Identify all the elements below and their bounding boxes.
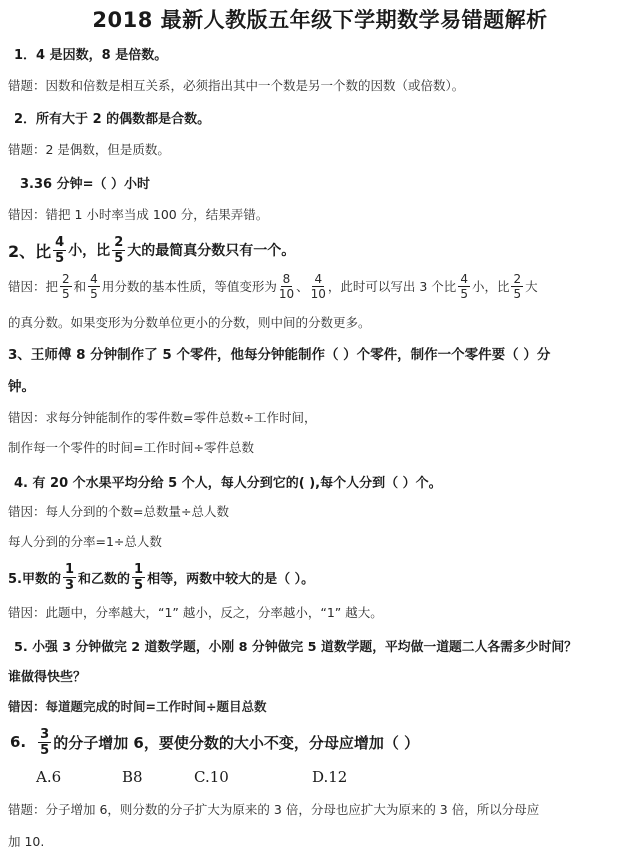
fraction-denominator: 5 [90,286,98,301]
fraction [279,273,294,300]
option-d: D.12 [312,768,348,786]
fraction [88,273,100,300]
question-4 [8,230,295,270]
page-title: 2018 最新人教版五年级下学期数学易错题解析 [92,8,548,32]
analysis-text: ，此时可以写出 3 个比 [327,279,457,294]
question-7-text: 5.甲数的 [8,571,61,587]
analysis-6-line-1: 错因：每人分到的个数=总数量÷总人数 [8,504,229,519]
analysis-2: 错题：2 是偶数，但是质数。 [8,142,170,157]
fraction-numerator: 1 [64,561,75,577]
fraction-denominator: 5 [55,250,65,266]
question-5-line-2: 钟。 [8,379,35,395]
fraction-numerator: 2 [513,271,522,286]
fraction [38,728,51,757]
analysis-text: 小，比 [471,279,510,294]
question-8-line-2: 谁做得快些？ [8,670,87,685]
question-2: 2．所有大于 2 的偶数都是合数。 [14,112,211,127]
question-4-prefix: 2、比 [8,241,52,261]
fraction-denominator: 5 [513,286,522,301]
question-9-number: 6. [10,733,27,751]
fraction [311,273,326,300]
analysis-5-line-1: 错因：求每分钟能制作的零件数=零件总数÷工作时间， [8,410,317,425]
fraction [112,236,125,265]
analysis-5-line-2: 制作每一个零件的时间=工作时间÷零件总数 [8,440,254,455]
analysis-7: 错因：此题中，分率越大，“1” 越小，反之，分率越小，“1” 越大。 [8,605,383,620]
analysis-4-line-2: 的真分数。如果变形为分数单位更小的分数，则中间的分数更多。 [8,315,371,330]
question-4-text: 大的最简真分数只有一个。 [127,243,296,259]
fraction-numerator: 4 [314,271,323,286]
fraction-denominator: 3 [64,577,75,593]
analysis-4-line-1 [8,266,538,306]
fraction [458,273,470,300]
fraction-numerator: 3 [40,726,50,742]
analysis-9-line-1: 错题：分子增加 6，则分数的分子扩大为原来的 3 倍，分母也应扩大为原来的 3 倍，所以分母应 [8,802,540,817]
question-7-text: 和乙数的 [78,571,131,587]
question-8-line-1: 5. 小强 3 分钟做完 2 道数学题，小刚 8 分钟做完 5 道数学题，平均做一道题二人各需多少时间？ [14,640,577,655]
question-7 [8,556,314,598]
fraction-numerator: 4 [55,234,65,250]
fraction-denominator: 5 [114,250,124,266]
fraction-numerator: 2 [62,271,70,286]
analysis-1: 错题：因数和倍数是相互关系，必须指出其中一个数是另一个数的因数（或倍数）。 [8,78,465,93]
question-9-text: 的分子增加 6，要使分数的大小不变，分母应增加（ ） [53,733,420,752]
fraction-numerator: 4 [90,271,98,286]
analysis-9-line-2: 加 10. [8,834,45,849]
question-4-text: 小，比 [68,243,111,259]
fraction-denominator: 5 [134,577,144,593]
analysis-text: 错因：把 [8,279,59,294]
fraction-denominator: 10 [310,286,326,301]
analysis-text: 用分数的基本性质，等值变形为 [101,279,277,294]
question-3: 3.36 分钟=（ ）小时 [20,177,151,192]
analysis-3: 错因：错把 1 小时率当成 100 分，结果弄错。 [8,207,269,222]
question-7-text: 相等，两数中较大的是（ ）。 [147,571,315,587]
fraction [511,273,523,300]
analysis-6-line-2: 每人分到的分率=1÷总人数 [8,534,162,549]
fraction-numerator: 2 [114,234,124,250]
analysis-8: 错因：每道题完成的时间=工作时间÷题目总数 [8,699,267,714]
fraction-numerator: 8 [282,271,291,286]
question-5-line-1: 3、王师傅 8 分钟制作了 5 个零件，他每分钟能制作（ ）个零件，制作一个零件要（ ）分 [8,347,551,363]
analysis-text: 、 [296,279,309,294]
fraction [63,563,76,592]
analysis-text: 和 [73,279,87,294]
fraction-denominator: 5 [40,742,50,758]
fraction-denominator: 10 [278,286,295,301]
option-c: C.10 [194,768,229,786]
fraction-numerator: 1 [134,561,144,577]
question-9 [10,722,419,762]
fraction [132,563,145,592]
fraction-numerator: 4 [460,271,468,286]
option-a: A.6 [36,768,62,786]
fraction-denominator: 5 [460,286,468,301]
question-6: 4. 有 20 个水果平均分给 5 个人，每人分到它的( ),每个人分到（ ）个。 [14,476,442,491]
question-1: 1．4 是因数，8 是倍数。 [14,48,168,63]
fraction [60,273,72,300]
fraction [53,236,66,265]
option-b: B8 [122,768,143,786]
analysis-text: 大 [525,279,538,294]
fraction-denominator: 5 [62,286,70,301]
